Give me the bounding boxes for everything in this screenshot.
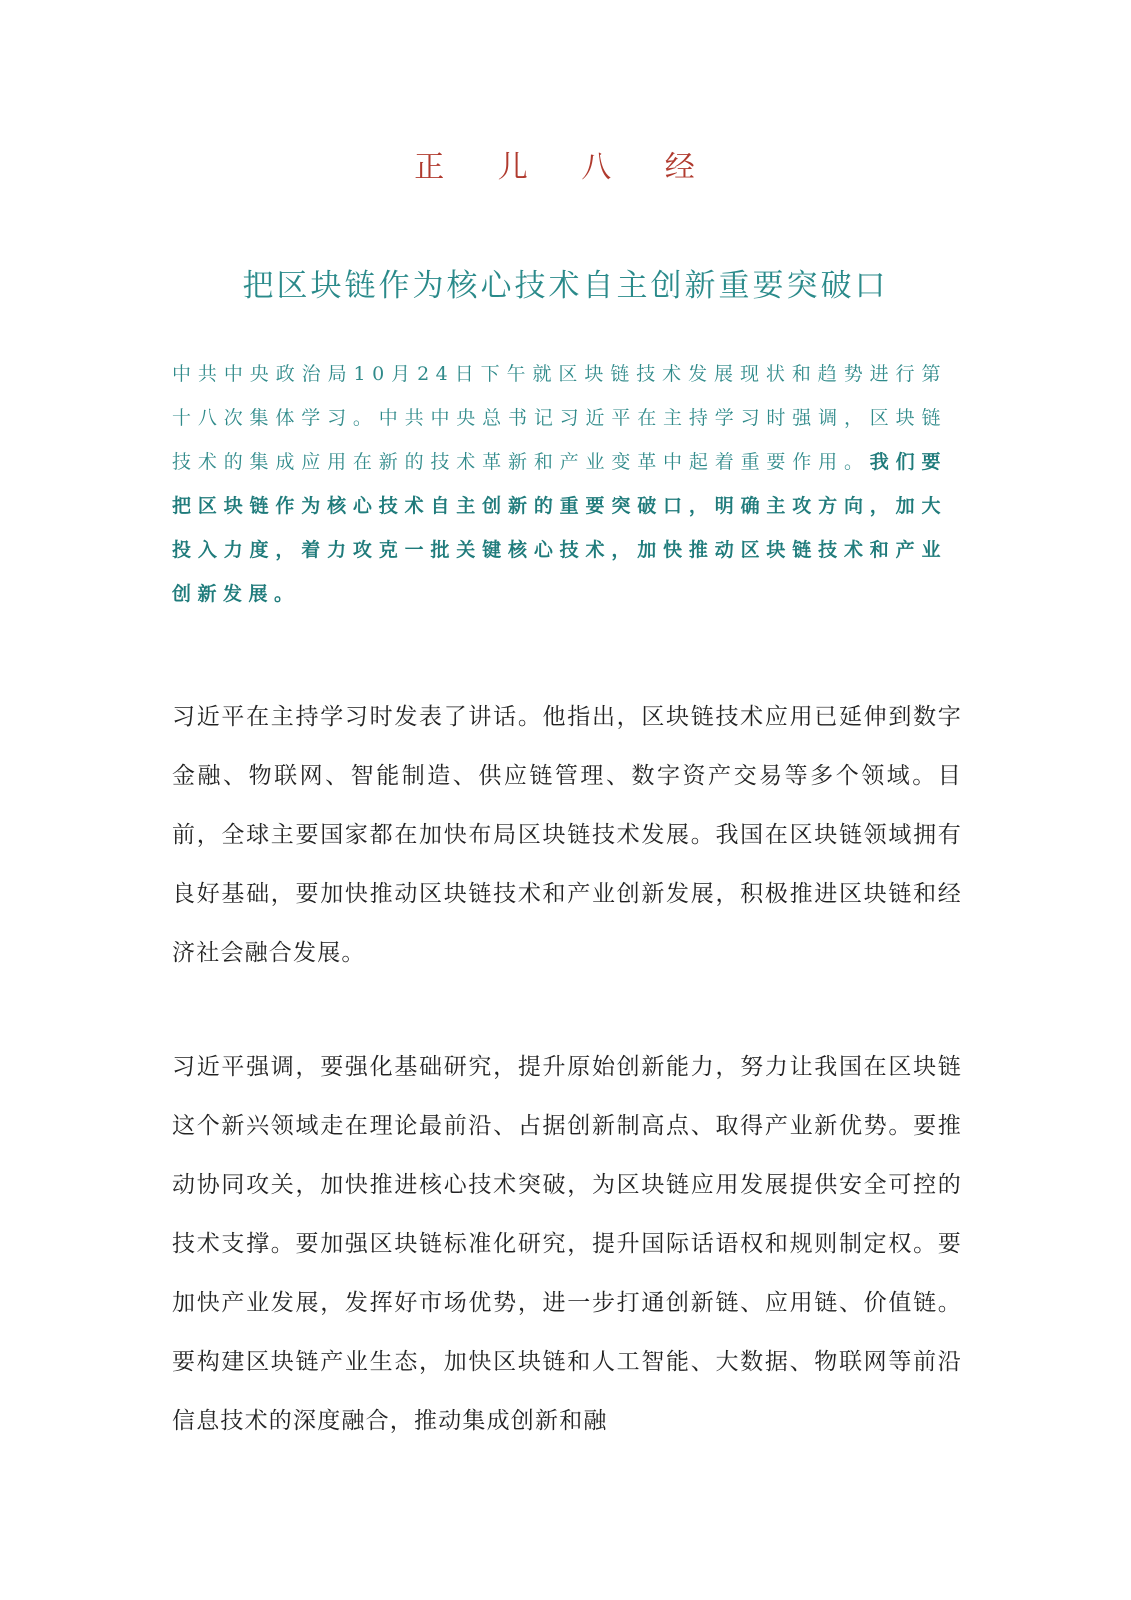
summary-emphasis: 我们要把区块链作为核心技术自主创新的重要突破口，明确主攻方向，加大投入力度，着力攻克一批关键核心技术，加快推动区块链技术和产业创新发展。 (172, 451, 947, 605)
body-paragraph-2: 习近平强调，要强化基础研究，提升原始创新能力，努力让我国在区块链这个新兴领域走在理论最前沿、占据创新制高点、取得产业新优势。要推动协同攻关，加快推进核心技术突破，为区块链应用发展提供安全可控的技术支撑。要加强区块链标准化研究，提升国际话语权和规则制定权。要加快产业发展，发挥好市场优势，进一步打通创新链、应用链、价值链。要构建区块链产业生态，加快区块链和人工智能、大数据、物联网等前沿信息技术的深度融合，推动集成创新和融 (172, 1054, 962, 1434)
brand-title: 正 儿 八 经 (414, 150, 717, 185)
body-paragraph-1: 习近平在主持学习时发表了讲话。他指出，区块链技术应用已延伸到数字金融、物联网、智能制造、供应链管理、数字资产交易等多个领域。目前，全球主要国家都在加快布局区块链技术发展。我国在区块链领域拥有良好基础，要加快推动区块链技术和产业创新发展，积极推进区块链和经济社会融合发展。 (172, 704, 962, 966)
summary-intro: 中共中央政治局10月24日下午就区块链技术发展现状和趋势进行第十八次集体学习。中共中央总书记习近平在主持学习时强调，区块链技术的集成应用在新的技术革新和产业变革中起着重要作用。 (172, 363, 947, 473)
summary-block (172, 352, 947, 616)
article-headline: 把区块链作为核心技术自主创新重要突破口 (242, 268, 889, 304)
